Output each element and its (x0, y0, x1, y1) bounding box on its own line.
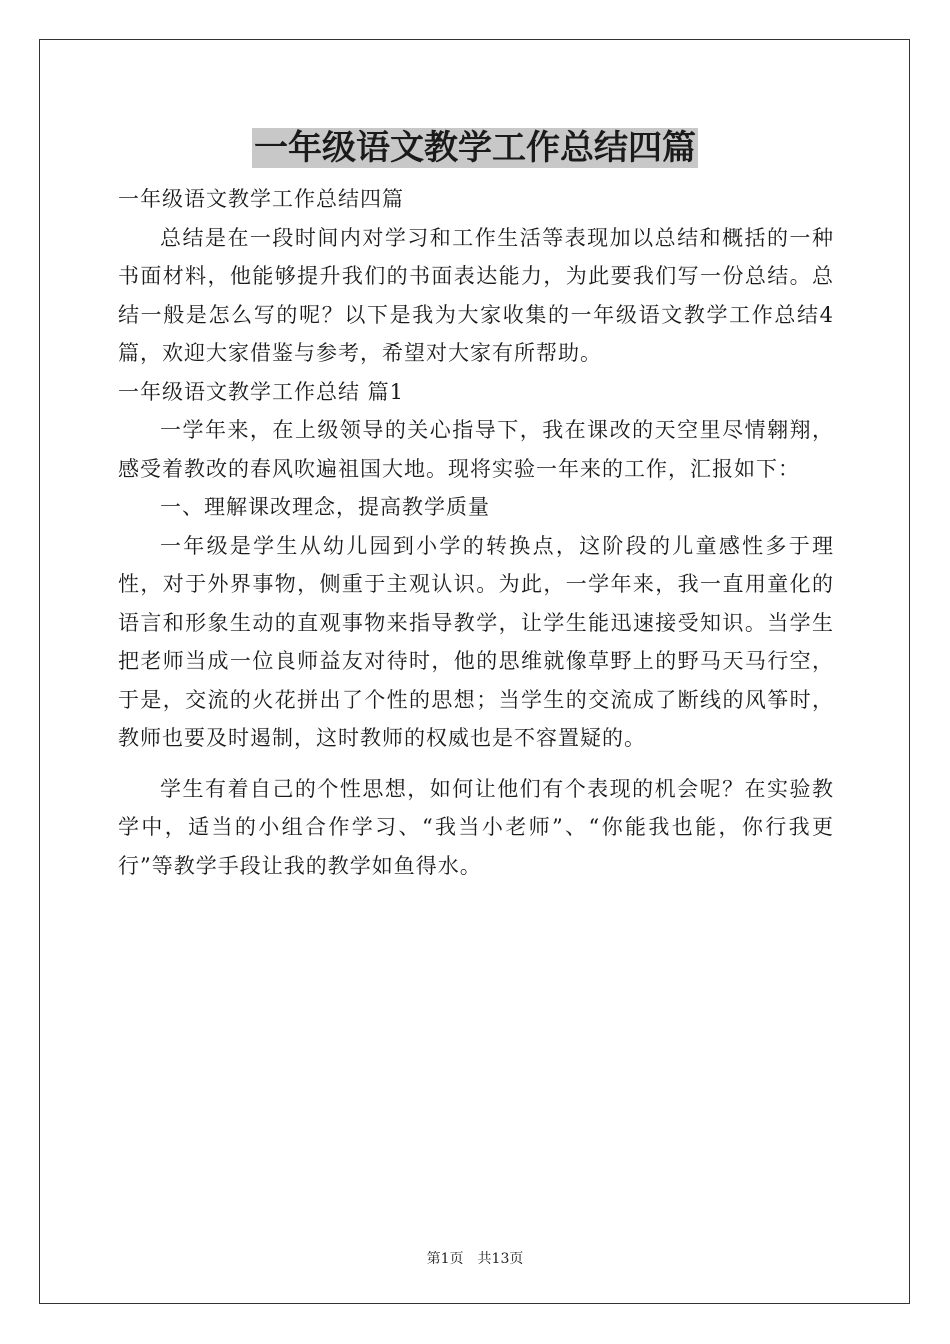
page-number: 第1页 (426, 1251, 464, 1267)
paragraph-body-two: 学生有着自己的个性思想，如何让他们有个表现的机会呢？在实验教学中，适当的小组合作学习、“我当小老师”、“你能我也能，你行我更行”等教学手段让我的教学如鱼得水。 (118, 776, 834, 878)
page-footer (0, 1248, 950, 1268)
paragraph-subtitle: 一年级语文教学工作总结四篇 (118, 187, 404, 211)
paragraph-opening: 一学年来，在上级领导的关心指导下，我在课改的天空里尽情翱翔，感受着教改的春风吹遍祖国大地。现将实验一年来的工作，汇报如下： (118, 418, 834, 481)
paragraph-body-one: 一年级是学生从幼儿园到小学的转换点，这阶段的儿童感性多于理性，对于外界事物，侧重于主观认识。为此，一学年来，我一直用童化的语言和形象生动的直观事物来指导教学，让学生能迅速接受知识。当学生把老师当成一位良师益友对待时，他的思维就像草野上的野马天马行空，于是，交流的火花拼出了个性的思想；当学生的交流成了断线的风筝时，教师也要及时遏制，这时教师的权威也是不容置疑的。 (118, 533, 834, 750)
page-total: 共13页 (477, 1251, 524, 1267)
paragraph-intro: 总结是在一段时间内对学习和工作生活等表现加以总结和概括的一种书面材料，他能够提升我们的书面表达能力，为此要我们写一份总结。总结一般是怎么写的呢？以下是我为大家收集的一年级语文教学工作总结4篇，欢迎大家借鉴与参考，希望对大家有所帮助。 (118, 225, 834, 365)
subheading-one: 一、理解课改理念，提高教学质量 (160, 495, 490, 519)
document-title-text: 一年级语文教学工作总结四篇 (254, 128, 696, 168)
document-title (0, 126, 950, 170)
section-heading: 一年级语文教学工作总结 篇1 (118, 379, 405, 404)
document-body (118, 180, 834, 885)
